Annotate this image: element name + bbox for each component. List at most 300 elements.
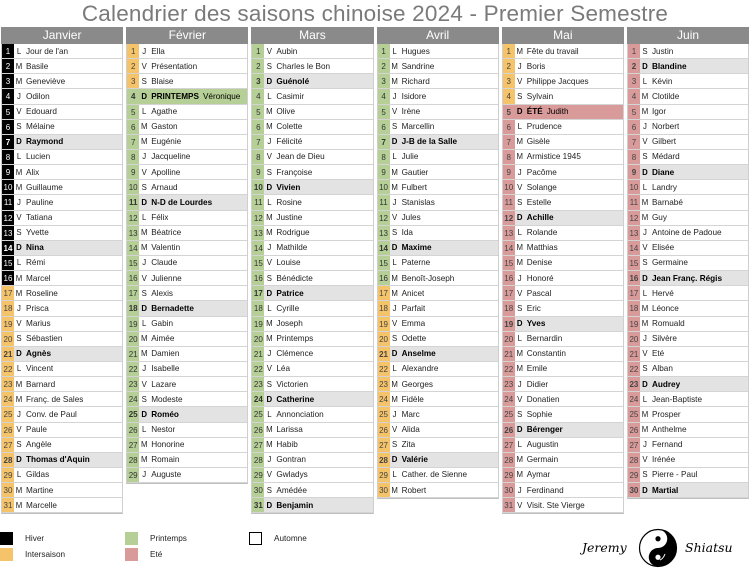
saint-name: Constantin [526,349,566,359]
day-number: 19 [503,317,515,331]
day-number: 1 [628,44,640,58]
saint-name: Edouard [26,107,57,117]
day-row [127,150,247,165]
day-number: 10 [378,180,390,194]
day-number: 15 [628,256,640,270]
weekday-letter: V [391,319,398,329]
saint-name: Kévin [651,76,673,86]
weekday-letter: D [516,107,523,117]
day-number: 22 [628,362,640,376]
weekday-letter: J [267,243,272,253]
day-row [127,271,247,286]
day-number: 18 [2,301,14,315]
saint-name: Julie [401,152,419,162]
day-number: 31 [503,498,515,512]
weekday-letter: D [16,455,22,465]
saint-name: Jules [401,213,421,223]
weekday-letter: L [16,258,22,268]
saint-name: Marcel [26,273,51,283]
day-number: 12 [503,211,515,225]
day-number: 28 [503,453,515,467]
weekday-letter: J [392,409,397,419]
day-number: 6 [2,120,14,134]
day-row [503,256,623,271]
day-row [127,423,247,438]
weekday-letter: L [267,91,272,101]
day-row [628,453,748,468]
day-number: 8 [127,150,139,164]
day-row [2,438,122,453]
day-row [378,362,498,377]
saint-name: Ida [401,228,413,238]
weekday-letter: S [517,91,523,101]
day-row [252,165,372,180]
day-row [127,165,247,180]
weekday-letter: V [141,167,147,177]
weekday-letter: M [391,288,398,298]
day-number: 21 [2,347,14,361]
day-number: 11 [2,195,14,209]
weekday-letter: S [391,440,398,450]
saint-name: Vincent [26,364,54,374]
day-number: 25 [2,407,14,421]
weekday-letter: M [15,500,23,510]
day-number: 22 [378,362,390,376]
saint-name: Isidore [401,91,427,101]
saint-name: Zita [401,440,416,450]
day-row [503,180,623,195]
saint-name: Nestor [151,425,176,435]
day-row [252,256,372,271]
day-row [378,423,498,438]
saint-name-extra: Véronique [202,91,241,101]
day-row [378,241,498,256]
saint-name: Parfait [401,303,426,313]
day-row [127,44,247,59]
day-number: 3 [628,74,640,88]
saint-name: Silvère [651,334,677,344]
legend-intersaison-swatch [0,548,13,561]
day-number: 22 [2,362,14,376]
weekday-letter: D [391,243,398,253]
day-row [252,241,372,256]
saint-name: Charles le Bon [276,61,331,71]
day-number: 11 [628,195,640,209]
day-row [503,468,623,483]
saint-name: Lazare [151,379,177,389]
weekday-letter: D [16,137,22,147]
day-row [252,483,372,498]
saint-name: Richard [401,76,430,86]
day-row [628,44,748,59]
saint-name: Damien [151,349,180,359]
day-number: 29 [252,468,264,482]
day-row [503,195,623,210]
day-number: 27 [628,438,640,452]
day-row [628,407,748,422]
day-number: 18 [252,301,264,315]
day-row [503,317,623,332]
day-row [252,135,372,150]
weekday-letter: D [642,167,648,177]
saint-name: Cyrille [276,303,300,313]
weekday-letter: S [517,197,523,207]
saint-name: Achille [526,213,554,223]
weekday-letter: S [266,273,272,283]
day-number: 16 [252,271,264,285]
day-number: 8 [503,150,515,164]
weekday-letter: L [642,76,648,86]
day-number: 20 [378,332,390,346]
saint-name: Barnabé [651,197,683,207]
weekday-letter: L [16,470,22,480]
weekday-letter: S [517,303,523,313]
day-number: 17 [252,286,264,300]
weekday-letter: M [641,91,649,101]
day-row [503,135,623,150]
saint-name: Auguste [151,470,182,480]
day-row [252,105,372,120]
weekday-letter: S [141,76,147,86]
saint-name: Sandrine [401,61,435,71]
day-row [628,483,748,498]
day-list [126,44,248,484]
weekday-letter: M [516,364,523,374]
saint-name: Tatiana [26,213,53,223]
day-number: 16 [127,271,139,285]
weekday-letter: M [516,470,523,480]
months-grid [1,27,749,514]
saint-name: Gilbert [651,137,677,147]
weekday-letter: M [516,349,523,359]
brand-name-left: Jeremy [582,540,627,555]
weekday-letter: D [516,319,523,329]
month-header: Mai [502,27,624,44]
day-row [628,211,748,226]
day-row [378,483,498,498]
day-row [127,89,247,104]
saint-name: Anselme [401,349,436,359]
weekday-letter: M [140,243,148,253]
weekday-letter: S [642,258,648,268]
weekday-letter: D [16,349,22,359]
weekday-letter: J [392,197,397,207]
saint-name: Armistice 1945 [526,152,581,162]
weekday-letter: M [516,152,523,162]
day-number: 26 [378,423,390,437]
day-number: 2 [252,59,264,73]
weekday-letter: D [642,379,648,389]
day-number: 10 [2,180,14,194]
legend-ete-label: Eté [150,550,163,559]
day-row [2,226,122,241]
saint-name: Irène [401,107,421,117]
saint-name: Guillaume [26,182,63,192]
weekday-letter: M [15,167,23,177]
saint-name: Gautier [401,167,429,177]
saint-name: Norbert [651,122,680,132]
weekday-letter: M [15,61,23,71]
day-number: 9 [378,165,390,179]
weekday-letter: J [517,379,522,389]
day-row [252,74,372,89]
day-row [378,453,498,468]
weekday-letter: M [641,425,649,435]
saint-name: Prudence [526,122,562,132]
day-number: 30 [378,483,390,497]
weekday-letter: V [16,319,22,329]
day-number: 13 [503,226,515,240]
day-number: 23 [503,377,515,391]
saint-name-extra: Judith [546,107,569,117]
saint-name: Nina [26,243,44,253]
saint-name: Sylvain [526,91,554,101]
day-number: 13 [127,226,139,240]
month-header: Mars [251,27,373,44]
weekday-letter: L [142,213,147,223]
saint-name: Jean Franç. Régis [651,273,723,283]
weekday-letter: D [266,394,273,404]
weekday-letter: J [142,46,147,56]
weekday-letter: J [267,137,272,147]
weekday-letter: S [141,182,147,192]
day-number: 25 [127,407,139,421]
day-row [252,89,372,104]
day-number: 19 [2,317,14,331]
day-row [378,105,498,120]
day-row [628,286,748,301]
weekday-letter: D [16,243,22,253]
day-number: 26 [503,423,515,437]
saint-name: PRINTEMPS [151,91,199,101]
weekday-letter: M [516,46,523,56]
weekday-letter: J [642,122,647,132]
weekday-letter: M [15,182,23,192]
weekday-letter: J [517,61,522,71]
day-number: 29 [503,468,515,482]
weekday-letter: M [391,394,398,404]
day-number: 7 [378,135,390,149]
weekday-letter: M [516,455,523,465]
day-number: 4 [127,89,139,103]
saint-name: Sébastien [26,334,63,344]
weekday-letter: J [392,91,397,101]
day-number: 13 [628,226,640,240]
legend-ete [125,548,162,561]
day-number: 7 [2,135,14,149]
day-number: 12 [252,211,264,225]
weekday-letter: J [642,334,647,344]
weekday-letter: S [141,288,147,298]
day-number: 13 [378,226,390,240]
weekday-letter: M [641,107,649,117]
day-row [252,438,372,453]
day-row [628,468,748,483]
month-header: Février [126,27,248,44]
day-row [127,211,247,226]
day-row [628,165,748,180]
saint-name: Olive [276,107,296,117]
day-number: 3 [378,74,390,88]
day-row [252,301,372,316]
day-row [503,226,623,241]
month-column-3 [377,27,499,514]
day-row [2,286,122,301]
day-number: 31 [252,498,264,512]
day-row [378,135,498,150]
day-row [378,89,498,104]
day-row [628,271,748,286]
saint-name: Romain [151,455,180,465]
day-number: 20 [628,332,640,346]
day-row [127,135,247,150]
weekday-letter: S [266,485,272,495]
day-row [628,150,748,165]
saint-name: Pascal [526,288,552,298]
weekday-letter: D [266,76,273,86]
weekday-letter: M [266,107,273,117]
saint-name: Augustin [526,440,559,450]
saint-name: Vivien [276,182,301,192]
weekday-letter: M [391,379,398,389]
weekday-letter: S [391,334,398,344]
weekday-letter: M [140,440,148,450]
day-row [503,377,623,392]
day-row [378,211,498,226]
day-row [127,256,247,271]
saint-name: Alida [401,425,420,435]
day-number: 1 [127,44,139,58]
weekday-letter: S [391,122,398,132]
saint-name: Eric [526,303,541,313]
saint-name: Gildas [26,470,50,480]
weekday-letter: D [516,213,523,223]
saint-name: Odilon [26,91,50,101]
day-row [378,180,498,195]
saint-name: Catherine [276,394,315,404]
day-number: 12 [378,211,390,225]
weekday-letter: J [17,91,21,101]
day-row [628,377,748,392]
day-row [503,347,623,362]
day-number: 15 [378,256,390,270]
saint-name: Yves [526,319,546,329]
day-list [502,44,624,514]
weekday-letter: M [140,455,148,465]
day-row [2,59,122,74]
weekday-letter: V [266,258,272,268]
day-row [252,150,372,165]
weekday-letter: L [392,258,397,268]
saint-name: Léa [276,364,291,374]
day-row [378,165,498,180]
day-row [2,165,122,180]
day-number: 9 [628,165,640,179]
weekday-letter: S [16,334,22,344]
day-number: 2 [503,59,515,73]
weekday-letter: D [141,197,147,207]
saint-name: Basile [26,61,49,71]
weekday-letter: L [142,107,147,117]
day-number: 24 [628,392,640,406]
saint-name: Gaston [151,122,178,132]
saint-name: Yvette [26,228,49,238]
saint-name: Arnaud [151,182,178,192]
weekday-letter: M [140,122,148,132]
saint-name: Matthias [526,243,558,253]
day-row [2,347,122,362]
day-row [628,423,748,438]
day-row [2,74,122,89]
saint-name: Aymar [526,470,551,480]
brand-logo [580,528,750,568]
day-number: 24 [503,392,515,406]
weekday-letter: M [266,122,273,132]
day-row [252,59,372,74]
saint-name: Julienne [151,273,182,283]
saint-name: Rolande [526,228,558,238]
day-number: 31 [2,498,14,512]
day-number: 1 [2,44,14,58]
day-row [503,423,623,438]
day-row [628,392,748,407]
day-list [251,44,373,514]
day-number: 6 [127,120,139,134]
weekday-letter: V [391,425,398,435]
day-row [628,74,748,89]
saint-name: Marius [26,319,51,329]
day-number: 23 [252,377,264,391]
day-number: 19 [127,317,139,331]
day-row [378,286,498,301]
day-number: 7 [503,135,515,149]
saint-name: Blandine [651,61,687,71]
day-row [628,105,748,120]
saint-name: Prosper [651,409,681,419]
day-number: 25 [628,407,640,421]
saint-name: Alexandre [401,364,439,374]
legend-automne-label: Automne [274,534,307,543]
day-number: 11 [252,195,264,209]
day-list [627,44,749,499]
day-number: 26 [2,423,14,437]
saint-name: Victorien [276,379,309,389]
saint-name: Estelle [526,197,552,207]
saint-name: Louise [276,258,301,268]
weekday-letter: M [641,319,649,329]
saint-name: Mélaine [26,122,55,132]
saint-name: Denise [526,258,553,268]
weekday-letter: L [392,470,397,480]
weekday-letter: V [642,455,648,465]
weekday-letter: S [642,364,648,374]
day-row [378,74,498,89]
legend-hiver-label: Hiver [25,534,45,543]
weekday-letter: V [642,349,648,359]
day-number: 26 [127,423,139,437]
yin-yang-icon [638,528,678,568]
weekday-letter: M [15,76,23,86]
saint-name: Raymond [26,137,64,147]
day-row [2,89,122,104]
weekday-letter: J [267,349,272,359]
weekday-letter: D [642,273,648,283]
saint-name: Agnès [26,349,52,359]
day-row [252,377,372,392]
weekday-letter: V [517,182,523,192]
day-row [252,271,372,286]
weekday-letter: V [141,61,147,71]
